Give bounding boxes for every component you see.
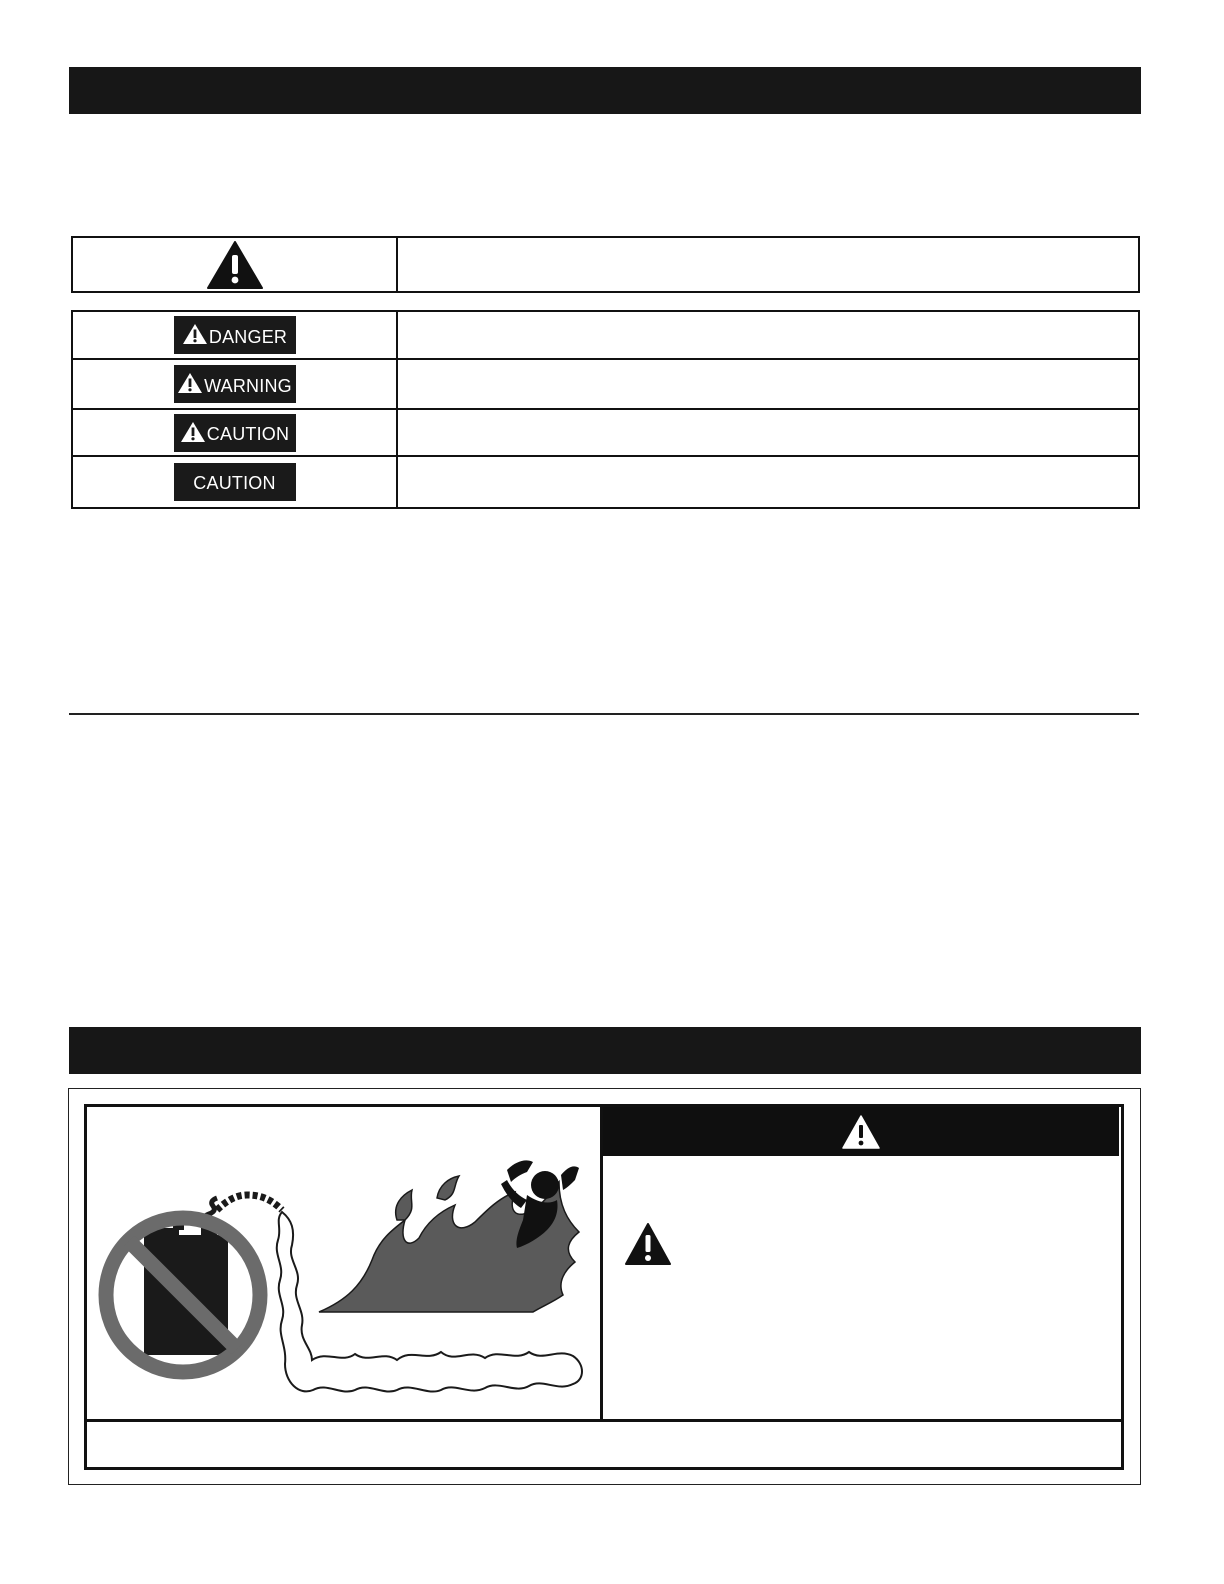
safety-symbol-row bbox=[71, 236, 1140, 293]
signal-cell-warning bbox=[73, 360, 398, 408]
caution-plain-badge bbox=[174, 463, 296, 501]
signal-row-danger bbox=[73, 312, 1138, 358]
signal-cell-caution-plain bbox=[73, 457, 398, 507]
warning-triangle-icon bbox=[841, 1114, 881, 1150]
section-divider bbox=[69, 713, 1139, 715]
warning-triangle-icon bbox=[624, 1222, 672, 1266]
signal-row-caution bbox=[73, 408, 1138, 455]
warning-triangle-icon bbox=[180, 421, 206, 443]
panel-footer-rule bbox=[87, 1419, 1121, 1422]
warning-badge bbox=[174, 365, 296, 403]
signal-word-table bbox=[71, 310, 1140, 509]
signal-description-danger bbox=[398, 312, 1138, 358]
danger-badge bbox=[174, 316, 296, 354]
warning-triangle-icon bbox=[206, 240, 264, 290]
caution-label: CAUTION bbox=[206, 424, 290, 444]
signal-description-caution bbox=[398, 410, 1138, 455]
signal-cell-caution bbox=[73, 410, 398, 455]
warning-triangle-icon bbox=[177, 372, 203, 394]
caution-plain-label: CAUTION bbox=[193, 472, 276, 493]
danger-label: DANGER bbox=[208, 326, 288, 347]
warning-label: WARNING bbox=[204, 375, 292, 396]
safety-symbol-cell bbox=[73, 238, 398, 291]
safety-symbol-description bbox=[398, 238, 1138, 291]
signal-description-caution-plain bbox=[398, 457, 1138, 507]
signal-cell-danger bbox=[73, 312, 398, 358]
section-header-bar-2 bbox=[69, 1027, 1141, 1074]
fire-hazard-illustration bbox=[87, 1150, 597, 1400]
signal-row-caution-plain bbox=[73, 455, 1138, 507]
caution-badge bbox=[174, 414, 296, 452]
section-header-bar bbox=[69, 67, 1141, 114]
warning-header bbox=[603, 1107, 1119, 1156]
warning-triangle-icon bbox=[182, 323, 208, 345]
signal-description-warning bbox=[398, 360, 1138, 408]
signal-row-warning bbox=[73, 358, 1138, 408]
